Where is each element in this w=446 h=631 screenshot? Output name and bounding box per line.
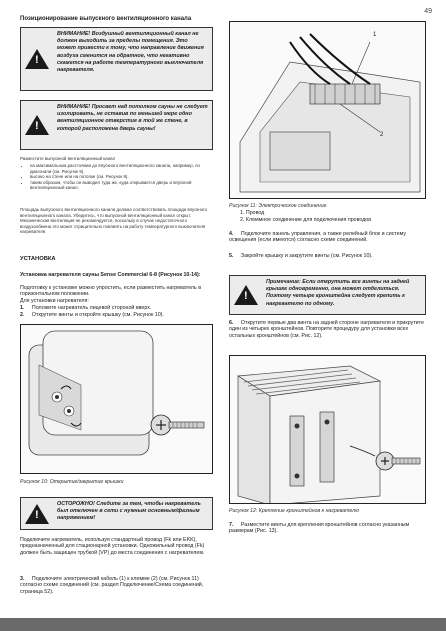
bracket-mount-illustration bbox=[230, 356, 426, 504]
warning-box-1 bbox=[20, 27, 213, 91]
install-lead: Для установки нагревателя: bbox=[20, 298, 89, 304]
warning-text-2: ВНИМАНИЕ! Просвет над потолком сауны не следует изолировать, не оставив по меньшей мере одно вентиляционное отверстие в той же стене, в которой расположена дверь сауны! bbox=[57, 104, 208, 132]
step-text: Подключите панель управления, а также релейный блок и систему освещения (если имеются) согласно схеме соединений. bbox=[229, 231, 407, 244]
warning-box-2 bbox=[20, 100, 213, 150]
step-number: 3. bbox=[20, 576, 25, 582]
step-number: 2. bbox=[20, 312, 25, 318]
step-number: 5. bbox=[229, 253, 234, 259]
step-number: 7. bbox=[229, 522, 234, 528]
install-step-5 bbox=[229, 253, 426, 259]
section-title: УСТАНОВКА bbox=[20, 256, 56, 262]
install-step-1 bbox=[20, 305, 215, 311]
vent-heading: Позиционирование выпускного вентиляционного канала bbox=[20, 16, 192, 22]
warning-text-1: ВНИМАНИЕ! Воздушный вентиляционный канал не должен выходить за пределы помещения. Это может привести к тому, что направление движения воздуха сменится на обратное, что негативно скажется на работе температурного выключателя нагревателя. bbox=[57, 31, 204, 74]
fig10-caption: Рисунок 10: Открытие/закрытие крышки bbox=[20, 479, 124, 485]
install-step-6 bbox=[229, 320, 426, 339]
fig11-label-2: 2 bbox=[380, 132, 384, 138]
connect-paragraph: Подключите нагреватель, используя стандартный провод (Fk или EKK), предназначенный для стационарной установки. Одножильный провод (Fk) должен быть защищен трубкой (VP) до места соединения с нагревателем. bbox=[20, 537, 205, 556]
figure-12 bbox=[229, 355, 426, 504]
step-text: Открутите винты и откройте крышку (см. Рисунок 10). bbox=[31, 312, 164, 318]
install-step-7 bbox=[229, 522, 426, 535]
warning-icon bbox=[25, 49, 49, 69]
fig11-item-1: 1. Провод bbox=[240, 210, 265, 216]
vent-list bbox=[22, 163, 220, 191]
heater-lid-illustration bbox=[21, 325, 213, 474]
figure-11 bbox=[229, 21, 426, 199]
vent-intro: Разместите выпускной вентиляционный канал bbox=[20, 156, 116, 161]
footer-bar bbox=[0, 618, 446, 631]
step-number: 1. bbox=[20, 305, 25, 311]
step-number: 4. bbox=[229, 231, 234, 237]
step-text: Закройте крышку и закрутите винты (см. Рисунок 10). bbox=[240, 253, 373, 259]
fig11-caption: Рисунок 11: Электрическое соединение bbox=[229, 203, 327, 209]
step-text: Подключите электрический кабель (1) к клемме (2) (см. Рисунок 11) согласно схеме соединений (см. раздел Подключение/Схема соединений, страница 52). bbox=[20, 576, 204, 595]
vent-paragraph: Площадь выпускного вентиляционного канала должна соответствовать площади впускного вентиляционного канала. Убедитесь, что выпускной вентиляционный канал открыт. Механическая вентиляция не рекомендуется, поскольку в случае недостаточного воздухообмена это может отрицательно повлиять на работу температурного выключателя нагревателя. bbox=[20, 207, 208, 235]
figure-10 bbox=[20, 324, 213, 474]
note-box bbox=[229, 275, 426, 315]
step-number: 6. bbox=[229, 320, 234, 326]
install-title: Установка нагревателя сауны Sense Commercial 6-8 (Рисунок 10-14): bbox=[20, 272, 201, 278]
list-item: • таким образом, чтобы он выводил туда же, куда открывается дверь и впускной вентиляционный канал. bbox=[30, 180, 220, 191]
install-step-4 bbox=[229, 231, 426, 244]
step-text: Разместите винты для крепления кронштейнов согласно указанным размерам (Рис. 13). bbox=[229, 522, 410, 535]
warning-icon bbox=[25, 504, 49, 524]
caution-text: ОСТОРОЖНО! Следите за тем, чтобы нагреватель был отключен в сети с нужным основным/фазным напряжением! bbox=[57, 501, 201, 522]
install-step-2 bbox=[20, 312, 215, 318]
step-text: Открутите первые два винта на задней стороне нагревателя и прикрутите один из четырех кронштейнов. Повторите процедуру для установки всех остальных кронштейнов (см. Рис. 12). bbox=[229, 320, 424, 339]
step-text: Положите нагреватель лицевой стороной вверх. bbox=[31, 305, 152, 311]
page-number: 49 bbox=[424, 8, 432, 15]
list-item: • высоко на стене или на потолке (см. Рисунок 9). bbox=[30, 174, 220, 180]
terminal-connection-illustration bbox=[230, 22, 426, 199]
note-text: Примечание: Если открутить все винты на задней крышке одновременно, она может отделиться. Поэтому четыре кронштейна следует крепить к нагревателю по одному. bbox=[266, 279, 410, 307]
fig12-caption: Рисунок 12: Крепление кронштейнов к нагревателю bbox=[229, 508, 359, 514]
fig11-item-2: 2. Клеммное соединение для подключения проводов bbox=[240, 217, 372, 223]
caution-box bbox=[20, 497, 213, 530]
warning-icon bbox=[25, 115, 49, 135]
install-paragraph: Подготовку к установке можно упростить, если разместить нагреватель в горизонтальном положении. bbox=[20, 285, 202, 298]
warning-icon bbox=[234, 285, 258, 305]
list-item: • на максимальном расстоянии до впускного вентиляционного канала, например, по диагонали (см. Рисунок 9). bbox=[30, 163, 220, 174]
install-step-3 bbox=[20, 576, 215, 595]
fig11-label-1: 1 bbox=[373, 32, 377, 38]
